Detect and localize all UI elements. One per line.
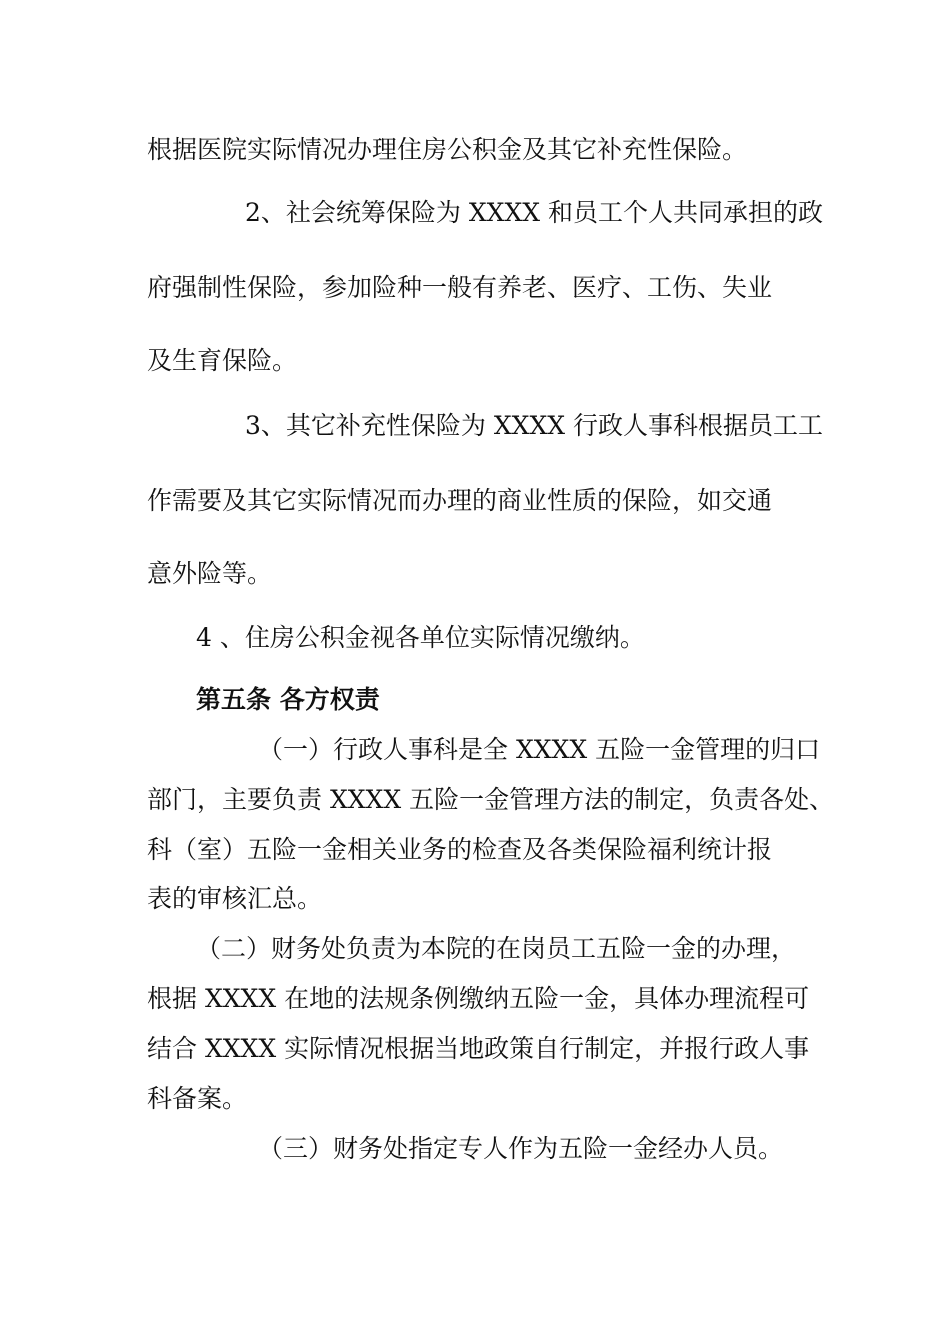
text-line: 科（室）五险一金相关业务的检查及各类保险福利统计报	[147, 835, 773, 864]
text-line: （一）行政人事科是全 XXXX 五险一金管理的归口	[258, 735, 821, 764]
text-line: 根据医院实际情况办理住房公积金及其它补充性保险。	[147, 135, 748, 164]
text-line: 表的审核汇总。	[147, 884, 323, 913]
section-heading: 第五条 各方权责	[196, 685, 380, 714]
text-line: 3、其它补充性保险为 XXXX 行政人事科根据员工工	[245, 411, 823, 440]
text-line: 科备案。	[147, 1084, 248, 1113]
text-line: 及生育保险。	[147, 346, 298, 375]
text-line: 结合 XXXX 实际情况根据当地政策自行制定，并报行政人事	[147, 1034, 810, 1063]
text-line: 意外险等。	[147, 559, 273, 588]
text-line: 府强制性保险，参加险种一般有养老、医疗、工伤、失业	[147, 273, 773, 302]
text-line: 部门，主要负责 XXXX 五险一金管理方法的制定，负责各处、	[147, 785, 835, 814]
text-line: 作需要及其它实际情况而办理的商业性质的保险，如交通	[147, 486, 773, 515]
text-line: （三）财务处指定专人作为五险一金经办人员。	[258, 1134, 784, 1163]
text-line: 4 、住房公积金视各单位实际情况缴纳。	[196, 623, 645, 652]
text-line: 根据 XXXX 在地的法规条例缴纳五险一金，具体办理流程可	[147, 984, 810, 1013]
text-line: 2、社会统筹保险为 XXXX 和员工个人共同承担的政	[245, 198, 823, 227]
text-line: （二）财务处负责为本院的在岗员工五险一金的办理，	[196, 934, 797, 963]
